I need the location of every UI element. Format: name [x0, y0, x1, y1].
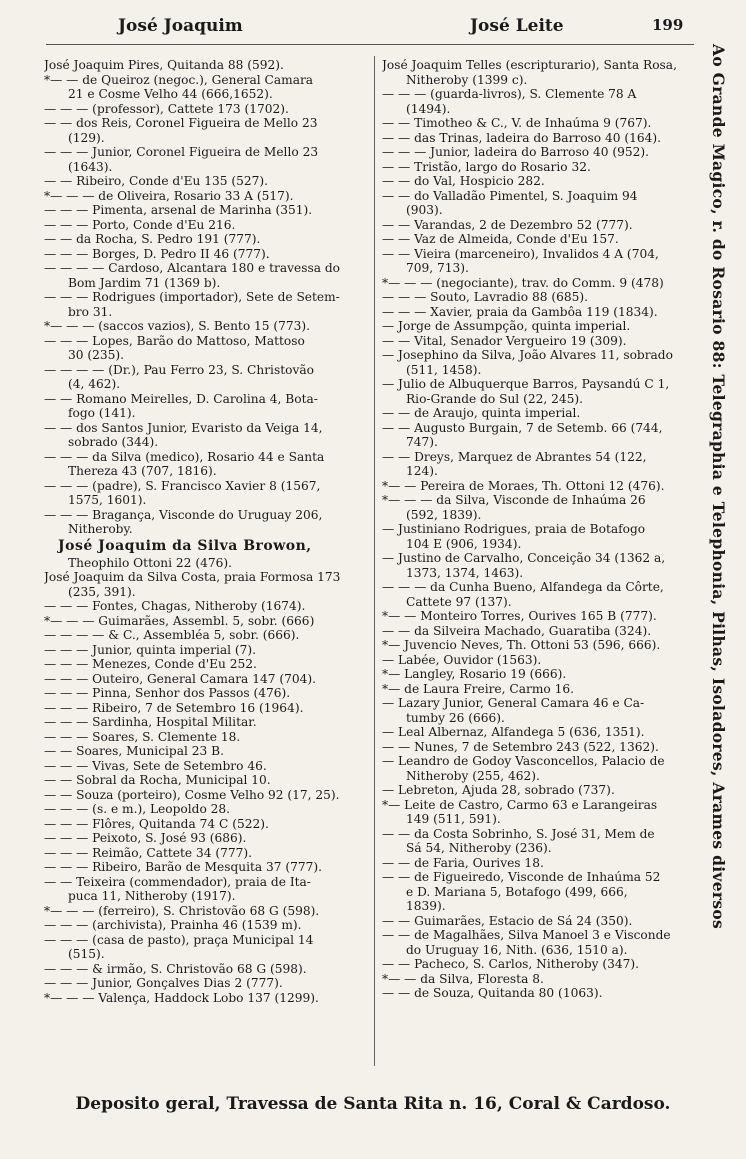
side-advertisement: Ao Grande Magico, r. do Rosario 88: Telegraphia e Telephonia, Pilhas, Isoladores, Arames diversos: [709, 44, 728, 930]
directory-line: — — — Junior, ladeira do Barroso 40 (952).: [382, 145, 649, 159]
directory-line: do Uruguay 16, Nith. (636, 1510 a).: [406, 942, 628, 957]
directory-line: (1643).: [68, 159, 113, 174]
directory-line: *— — — de Oliveira, Rosario 33 A (517).: [44, 188, 294, 203]
directory-line: — — das Trinas, ladeira do Barroso 40 (164).: [382, 130, 662, 145]
directory-line: Rio-Grande do Sul (22, 245).: [406, 391, 583, 406]
directory-line: *— — Monteiro Torres, Ourives 165 B (777).: [382, 609, 657, 623]
directory-line: — Labée, Ouvidor (1563).: [382, 652, 542, 667]
directory-line: Bom Jardim 71 (1369 b).: [68, 275, 221, 290]
directory-line: — — Souza (porteiro), Cosme Velho 92 (17, 25).: [44, 787, 340, 802]
directory-line: Nitheroby (1399 c).: [406, 72, 528, 87]
directory-line: Sá 54, Nitheroby (236).: [406, 841, 552, 855]
directory-line: (903).: [406, 203, 443, 217]
directory-line: — — — — (Dr.), Pau Ferro 23, S. Christovão: [44, 362, 314, 377]
directory-line: — — de Faria, Ourives 18.: [382, 855, 544, 870]
directory-line: — — — da Silva (medico), Rosario 44 e Santa: [44, 449, 325, 464]
directory-line: Cattete 97 (137).: [406, 594, 512, 609]
directory-line: — — — Peixoto, S. José 93 (686).: [44, 831, 247, 845]
directory-line: — Justiniano Rodrigues, praia de Botafogo: [382, 522, 646, 536]
directory-line: 149 (511, 591).: [406, 812, 501, 826]
header-center-name: José Leite: [470, 16, 564, 36]
directory-line: — — de Magalhães, Silva Manoel 3 e Visconde: [382, 928, 671, 942]
directory-line: 747).: [406, 435, 438, 449]
directory-line: — — — Pinna, Senhor dos Passos (476).: [44, 686, 291, 700]
directory-line: 1575, 1601).: [68, 493, 147, 507]
directory-line: — — — Outeiro, General Camara 147 (704).: [44, 671, 316, 686]
directory-line: — — da Costa Sobrinho, S. José 31, Mem de: [382, 826, 655, 841]
directory-line: — — — Souto, Lavradio 88 (685).: [382, 290, 588, 304]
directory-line: *— — da Silva, Floresta 8.: [382, 971, 544, 986]
directory-line: — — Augusto Burgain, 7 de Setemb. 66 (744,: [382, 420, 663, 435]
directory-line: José Joaquim Pires, Quitanda 88 (592).: [44, 58, 284, 72]
directory-line: — — Sobral da Rocha, Municipal 10.: [44, 773, 271, 787]
directory-line: — — Nunes, 7 de Setembro 243 (522, 1362).: [382, 739, 659, 754]
directory-line: Thereza 43 (707, 1816).: [68, 464, 217, 478]
directory-line: — — da Silveira Machado, Guaratiba (324).: [382, 623, 652, 638]
directory-line: — — — Junior, quinta imperial (7).: [44, 642, 257, 657]
directory-line: — — — Sardinha, Hospital Militar.: [44, 715, 257, 729]
directory-line: — Lazary Junior, General Camara 46 e Ca-: [382, 696, 645, 710]
left-column: [44, 58, 374, 1005]
directory-line: (4, 462).: [68, 377, 121, 391]
directory-line: *— — — da Silva, Visconde de Inhaúma 26: [382, 493, 646, 507]
directory-line: Theophilo Ottoni 22 (476).: [68, 555, 232, 570]
directory-line: — — Romano Meirelles, D. Carolina 4, Bota-: [44, 391, 318, 406]
column-divider: [374, 56, 375, 1066]
directory-line: — — Guimarães, Estacio de Sá 24 (350).: [382, 913, 633, 928]
directory-line: — — — Pimenta, arsenal de Marinha (351).: [44, 203, 313, 217]
directory-line: (511, 1458).: [406, 362, 482, 377]
directory-line: — — — & irmão, S. Christovão 68 G (598).: [44, 961, 307, 976]
header-left-name: José Joaquim: [118, 16, 243, 36]
directory-line: — — — (padre), S. Francisco Xavier 8 (1567,: [44, 478, 321, 493]
directory-line: *— — — (ferreiro), S. Christovão 68 G (598).: [44, 903, 320, 918]
directory-line: *— — de Queiroz (negoc.), General Camara: [44, 72, 314, 87]
directory-line: 30 (235).: [68, 348, 125, 362]
directory-line: — Jorge de Assumpção, quinta imperial.: [382, 319, 631, 333]
directory-line: — — de Figueiredo, Visconde de Inhaúma 52: [382, 870, 661, 884]
directory-line: — — da Rocha, S. Pedro 191 (777).: [44, 232, 261, 246]
directory-line: — — — Porto, Conde d'Eu 216.: [44, 217, 236, 232]
directory-line: — — — Flôres, Quitanda 74 C (522).: [44, 816, 269, 831]
directory-line: — — Pacheco, S. Carlos, Nitheroby (347).: [382, 957, 640, 971]
directory-line: — — dos Reis, Coronel Figueira de Mello 23: [44, 116, 318, 130]
directory-line: — — Soares, Municipal 23 B.: [44, 744, 224, 758]
directory-line: tumby 26 (666).: [406, 710, 505, 725]
directory-line: (592, 1839).: [406, 507, 482, 522]
directory-line: e D. Mariana 5, Botafogo (499, 666,: [406, 884, 628, 899]
directory-line: *— Leite de Castro, Carmo 63 e Larangeiras: [382, 797, 658, 812]
directory-line: sobrado (344).: [68, 435, 159, 449]
directory-line: José Joaquim da Silva Costa, praia Formosa 173: [44, 570, 341, 584]
directory-line: 1373, 1374, 1463).: [406, 565, 524, 580]
directory-line: José Joaquim Telles (escripturario), Santa Rosa,: [382, 58, 677, 72]
directory-line: — — Teixeira (commendador), praia de Ita-: [44, 874, 311, 889]
directory-line: *— Langley, Rosario 19 (666).: [382, 667, 567, 681]
footer-advertisement: Deposito geral, Travessa de Santa Rita n. 16, Coral & Cardoso.: [75, 1094, 671, 1114]
directory-line: — — — Ribeiro, 7 de Setembro 16 (1964).: [44, 700, 304, 715]
directory-line: — — Tristão, largo do Rosario 32.: [382, 159, 591, 174]
directory-line: *— — Pereira de Moraes, Th. Ottoni 12 (476).: [382, 478, 665, 493]
directory-line: 709, 713).: [406, 261, 469, 275]
directory-line: 1839).: [406, 899, 446, 913]
directory-line: — — de Souza, Quitanda 80 (1063).: [382, 986, 603, 1000]
directory-line: *— — — Guimarães, Assembl. 5, sobr. (666): [44, 613, 315, 628]
directory-line: — — Dreys, Marquez de Abrantes 54 (122,: [382, 449, 647, 464]
directory-line: — — — Vivas, Sete de Setembro 46.: [44, 758, 267, 773]
directory-line: — — — Ribeiro, Barão de Mesquita 37 (777).: [44, 860, 323, 874]
directory-line: — Josephino da Silva, João Alvares 11, sobrado: [382, 348, 673, 362]
directory-line: *— — — (saccos vazios), S. Bento 15 (773).: [44, 319, 311, 333]
directory-line: — — do Valladão Pimentel, S. Joaquim 94: [382, 188, 638, 203]
directory-line: — — — Soares, S. Clemente 18.: [44, 729, 241, 744]
directory-line: — — — Menezes, Conde d'Eu 252.: [44, 657, 257, 671]
directory-line: (1494).: [406, 101, 451, 116]
directory-line: puca 11, Nitheroby (1917).: [68, 889, 236, 903]
page-header: [0, 16, 746, 44]
directory-line: Nitheroby.: [68, 522, 133, 536]
directory-line: 104 E (906, 1934).: [406, 536, 522, 551]
directory-line: *— — — Valença, Haddock Lobo 137 (1299).: [44, 990, 319, 1005]
directory-line: (129).: [68, 130, 105, 145]
directory-line: — — Timotheo & C., V. de Inhaúma 9 (767).: [382, 116, 652, 130]
directory-line: fogo (141).: [68, 406, 136, 420]
directory-line: — Justino de Carvalho, Conceição 34 (1362 a,: [382, 551, 666, 565]
directory-line: — — — Bragança, Visconde do Uruguay 206,: [44, 507, 323, 522]
directory-line: *— — — (negociante), trav. do Comm. 9 (478): [382, 275, 664, 290]
directory-line: — — — — Cardoso, Alcantara 180 e travessa do: [44, 261, 341, 275]
page-number: 199: [652, 16, 684, 34]
directory-line: — — — Junior, Gonçalves Dias 2 (777).: [44, 976, 283, 990]
directory-line: (235, 391).: [68, 584, 136, 599]
directory-line: José Joaquim da Silva Browon,: [58, 537, 312, 554]
directory-line: *— Juvencio Neves, Th. Ottoni 53 (596, 666).: [382, 638, 661, 652]
directory-line: (515).: [68, 947, 105, 961]
directory-line: — — — (professor), Cattete 173 (1702).: [44, 101, 289, 116]
directory-line: — Leandro de Godoy Vasconcellos, Palacio de: [382, 754, 665, 768]
directory-line: — — — Lopes, Barão do Mattoso, Mattoso: [44, 333, 305, 348]
directory-line: — — — (casa de pasto), praça Municipal 14: [44, 932, 314, 947]
directory-line: — — — Rodrigues (importador), Sete de Setem-: [44, 290, 340, 304]
directory-line: — — — (guarda-livros), S. Clemente 78 A: [382, 87, 637, 101]
directory-line: — Leal Albernaz, Alfandega 5 (636, 1351).: [382, 725, 645, 739]
directory-line: — — Vaz de Almeida, Conde d'Eu 157.: [382, 232, 619, 246]
directory-line: — — — (archivista), Prainha 46 (1539 m).: [44, 918, 302, 932]
directory-line: — — — Xavier, praia da Gambôa 119 (1834).: [382, 304, 658, 319]
directory-line: — — Vieira (marceneiro), Invalidos 4 A (704,: [382, 246, 659, 261]
directory-line: — Lebreton, Ajuda 28, sobrado (737).: [382, 783, 615, 797]
directory-line: — — — Borges, D. Pedro II 46 (777).: [44, 246, 270, 261]
directory-line: *— de Laura Freire, Carmo 16.: [382, 681, 574, 696]
header-rule: [46, 44, 694, 45]
directory-line: Nitheroby (255, 462).: [406, 768, 540, 783]
directory-line: — — — Junior, Coronel Figueira de Mello 23: [44, 145, 319, 159]
directory-line: — Julio de Albuquerque Barros, Paysandú C 1,: [382, 377, 670, 391]
directory-line: — — — da Cunha Bueno, Alfandega da Côrte,: [382, 580, 664, 594]
right-column: [382, 58, 700, 1001]
directory-line: — — — Fontes, Chagas, Nitheroby (1674).: [44, 599, 306, 613]
directory-line: — — Ribeiro, Conde d'Eu 135 (527).: [44, 174, 268, 188]
directory-line: — — — Reimão, Cattete 34 (777).: [44, 845, 252, 860]
directory-line: 124).: [406, 464, 438, 478]
directory-line: — — Vital, Senador Vergueiro 19 (309).: [382, 333, 627, 348]
directory-line: — — do Val, Hospicio 282.: [382, 174, 545, 188]
directory-line: — — — — & C., Assembléa 5, sobr. (666).: [44, 628, 300, 642]
directory-line: — — de Araujo, quinta imperial.: [382, 406, 581, 420]
directory-line: — — dos Santos Junior, Evaristo da Veiga 14,: [44, 420, 323, 435]
directory-line: — — — (s. e m.), Leopoldo 28.: [44, 802, 231, 816]
directory-line: — — Varandas, 2 de Dezembro 52 (777).: [382, 217, 633, 232]
directory-line: bro 31.: [68, 304, 113, 319]
directory-line: 21 e Cosme Velho 44 (666,1652).: [68, 87, 273, 101]
